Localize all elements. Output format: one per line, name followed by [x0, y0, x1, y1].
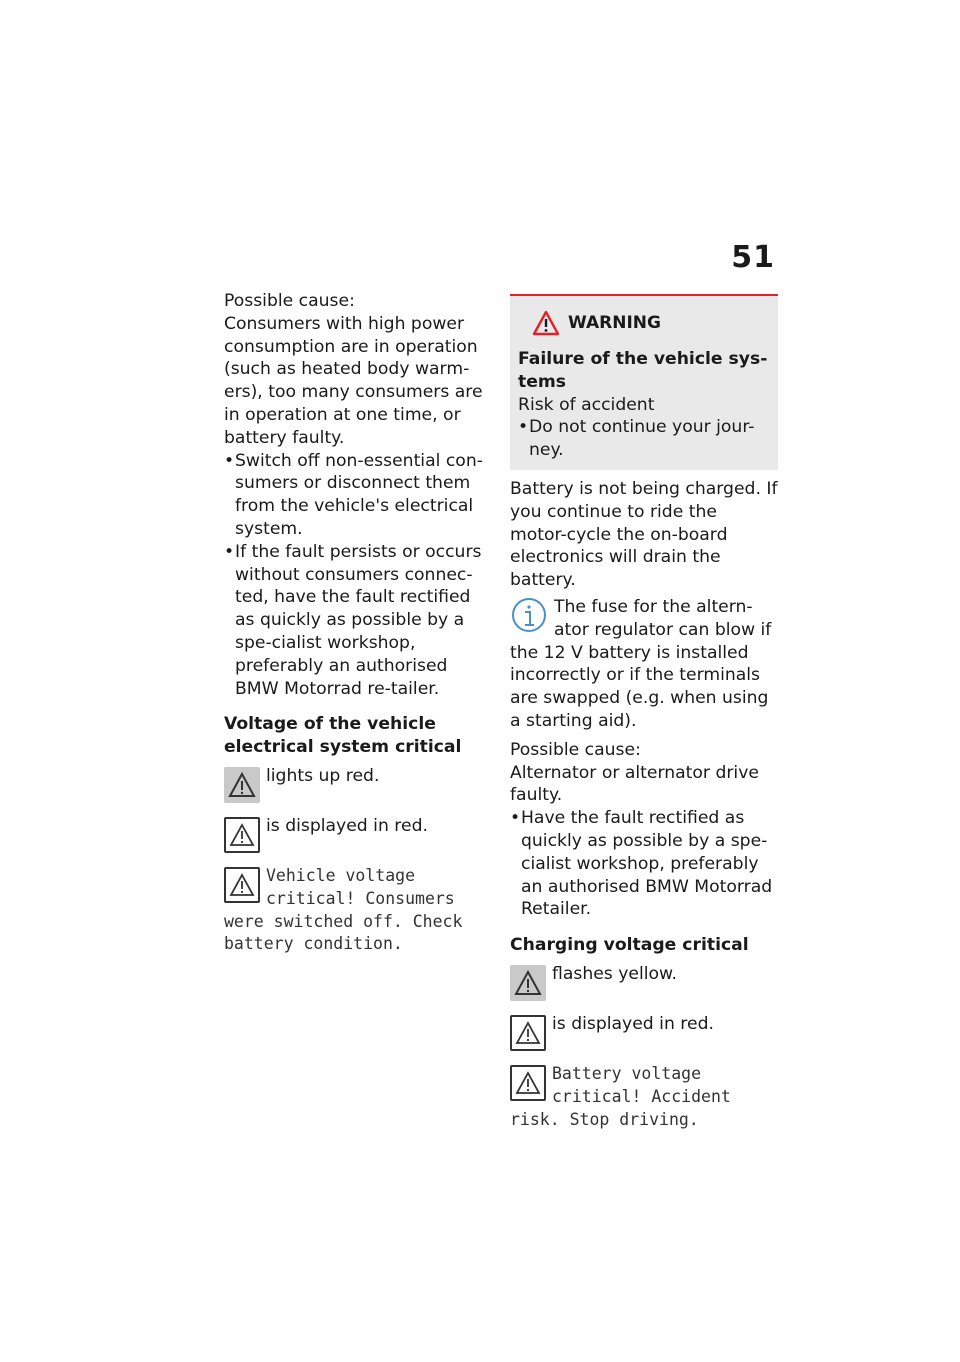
- indicator-row: [510, 963, 778, 1003]
- display-text: is displayed in red.: [552, 1013, 714, 1034]
- cause-label: Possible cause:: [224, 291, 355, 311]
- info-icon: [510, 596, 548, 636]
- display-text: is displayed in red.: [266, 815, 428, 836]
- warning-triangle-icon: [510, 1065, 546, 1101]
- display-message-line: Battery voltage: [552, 1063, 702, 1083]
- warning-triangle-icon: [224, 867, 260, 903]
- warning-light-icon: [510, 965, 546, 1001]
- cause-text: Alternator or alternator drive faulty.: [510, 762, 759, 806]
- right-column: [510, 294, 778, 1131]
- warning-header: [518, 310, 768, 336]
- warning-icon: [532, 310, 560, 336]
- cause-text: Consumers with high power consumption are in operation (such as heated body warm-ers), too many consumers are in operation at one time, or battery faulty.: [224, 313, 483, 448]
- message-row: [510, 1063, 778, 1131]
- display-message-line: Vehicle voltage: [266, 865, 416, 885]
- indicator-text: lights up red.: [266, 765, 380, 786]
- info-text: The fuse for the altern-ator regulator can blow if the 12 V battery is installed incorrectly or if the terminals are swapped (e.g. when using a starting aid).: [510, 596, 772, 731]
- message-row: [224, 865, 492, 956]
- warning-heading: Failure of the vehicle sys-tems: [518, 349, 768, 392]
- page-number: 51: [731, 240, 775, 275]
- indicator-text: flashes yellow.: [552, 963, 677, 984]
- warning-box: [510, 294, 778, 470]
- display-message-line: critical! Accident: [552, 1086, 731, 1106]
- indicator-row: [224, 765, 492, 805]
- bullet-item: • If the fault persists or occurs without consumers connec-ted, have the fault rectified as quickly as possible by a spe-cialist workshop, preferably an authorised BMW Motorrad re-tailer.: [224, 541, 492, 701]
- display-row: [510, 1013, 778, 1053]
- warning-triangle-icon: [224, 817, 260, 853]
- warning-text: Risk of accident: [518, 394, 655, 415]
- battery-text: Battery is not being charged. If you continue to ride the motor-cycle the on-board electronics will drain the battery.: [510, 478, 778, 591]
- section-heading: Voltage of the vehicle electrical system critical: [224, 714, 462, 758]
- left-column: [224, 290, 492, 956]
- cause-label: Possible cause:: [510, 739, 641, 760]
- display-message-line: were switched off. Check battery condition.: [224, 911, 463, 954]
- warning-light-icon: [224, 767, 260, 803]
- warning-bullet: • Do not continue your jour-ney.: [518, 416, 768, 462]
- display-message-line: risk. Stop driving.: [510, 1109, 699, 1129]
- warning-triangle-icon: [510, 1015, 546, 1051]
- info-note: [510, 596, 778, 733]
- section-heading: Charging voltage critical: [510, 935, 749, 956]
- warning-title: WARNING: [568, 313, 661, 333]
- display-row: [224, 815, 492, 855]
- display-message-line: critical! Consumers: [266, 888, 455, 908]
- bullet-item: • Have the fault rectified as quickly as possible by a spe-cialist workshop, preferably an authorised BMW Motorrad Retailer.: [510, 807, 778, 921]
- bullet-item: • Switch off non-essential con-sumers or disconnect them from the vehicle's electrical system.: [224, 450, 492, 541]
